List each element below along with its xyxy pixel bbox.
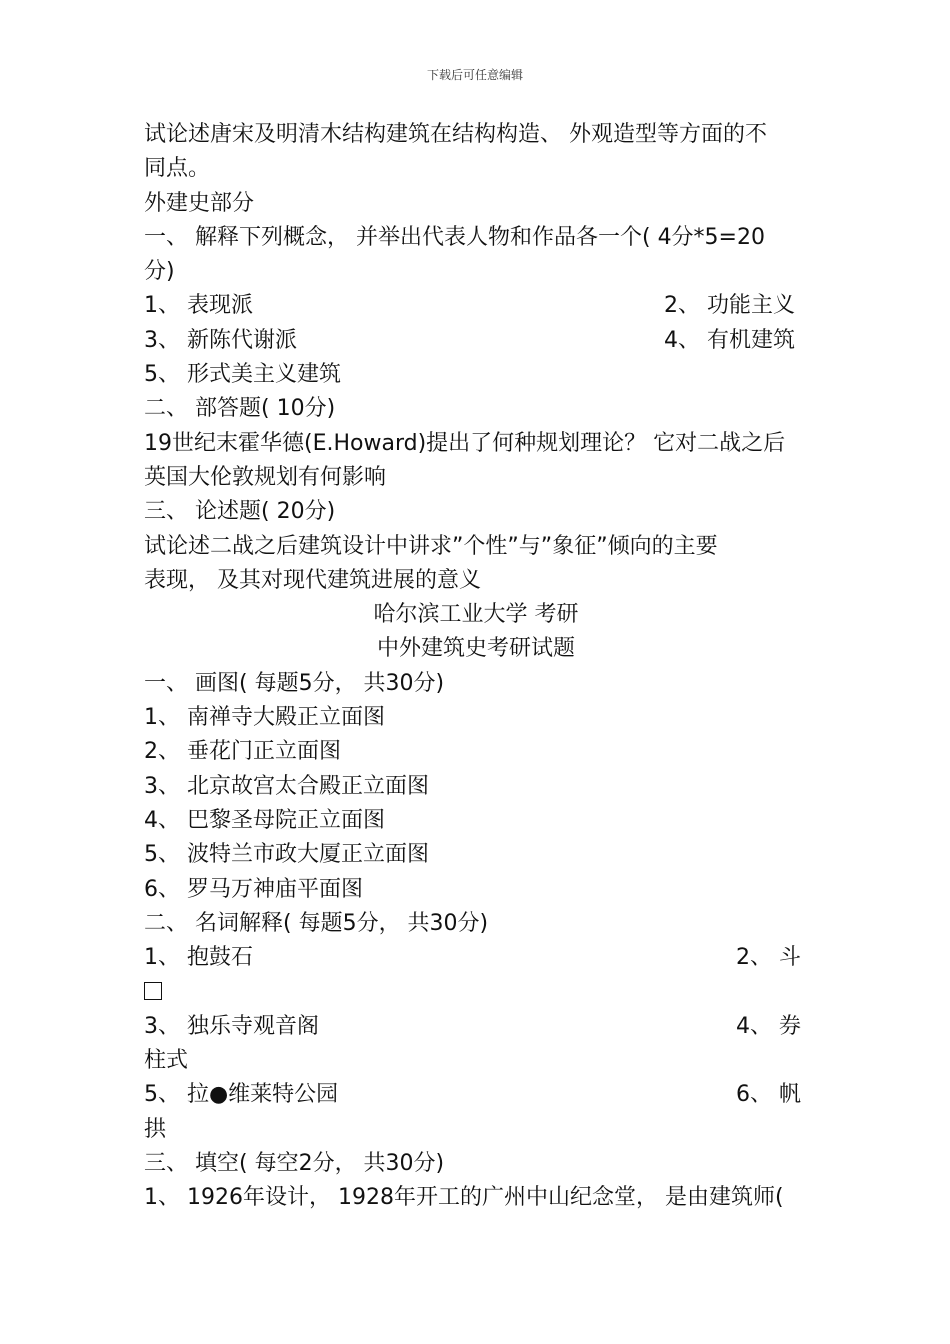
line-text: 柱式 [144,1048,189,1074]
line-text: 英国大伦敦规划有何影响 [144,464,387,490]
line-text: 试论述二战之后建筑设计中讲求”个性”与”象征”倾向的主要 [144,533,718,559]
line-text: 拱 [144,1116,167,1142]
text-line [144,324,808,358]
line-text: 一、 解释下列概念， 并举出代表人物和作品各一个( 4分*5=20 [144,224,765,250]
line-text: 三、 填空( 每空2分， 共30分) [144,1150,445,1176]
text-line [144,770,808,804]
missing-glyph-box [144,982,162,1000]
text-line [144,118,808,152]
text-line [144,598,808,632]
text-line [144,1010,808,1044]
line-text: 中外建筑史考研试题 [376,636,575,662]
text-line [144,1113,808,1147]
text-line [144,804,808,838]
line-text: 一、 画图( 每题5分， 共30分) [144,670,445,696]
line-text: 哈尔滨工业大学 考研 [373,602,579,628]
text-line [144,495,808,529]
text-line [144,1181,808,1215]
line-text: 2、 垂花门正立面图 [144,739,341,765]
line-text: 1、 南禅寺大殿正立面图 [144,705,385,731]
line-text-right-column: 2、 功能主义 [664,293,795,319]
line-text-right-column: 6、 帆 [736,1082,801,1108]
text-line [144,873,808,907]
page-header: 下载后可任意编辑 [426,68,523,82]
line-text: 3、 独乐寺观音阁 [144,1013,319,1039]
line-text-right-column: 2、 斗 [736,945,801,971]
text-line [144,187,808,221]
text-line [144,152,808,186]
text-line [144,701,808,735]
text-line [144,255,808,289]
line-text: 5、 波特兰市政大厦正立面图 [144,842,429,868]
line-text: 同点。 [144,156,211,182]
line-text: 19世纪末霍华德(E.Howard)提出了何种规划理论？ 它对二战之后 [144,430,786,456]
text-line [144,564,808,598]
text-line [144,1044,808,1078]
line-text: 6、 罗马万神庙平面图 [144,876,363,902]
line-text: 3、 新陈代谢派 [144,327,297,353]
text-line [144,667,808,701]
line-text: 试论述唐宋及明清木结构建筑在结构构造、 外观造型等方面的不 [144,122,767,147]
line-text: 5、 拉●维莱特公园 [144,1082,339,1108]
line-text: 4、 巴黎圣母院正立面图 [144,807,385,833]
text-line [144,1147,808,1181]
text-line [144,1078,808,1112]
text-line [144,975,808,1009]
text-line [144,838,808,872]
text-line [144,221,808,255]
line-text: 三、 论述题( 20分) [144,499,336,525]
text-line [144,907,808,941]
line-text: 5、 形式美主义建筑 [144,362,341,388]
line-text: 二、 部答题( 10分) [144,396,336,422]
line-text: 1、 抱鼓石 [144,945,253,971]
text-line [144,941,808,975]
text-line [144,461,808,495]
text-line [144,735,808,769]
line-text: 外建史部分 [144,190,255,216]
line-text: 表现， 及其对现代建筑进展的意义 [144,567,481,593]
line-text: 1、 1926年设计， 1928年开工的广州中山纪念堂， 是由建筑师( [144,1185,784,1211]
text-line [144,632,808,666]
document-body [144,118,808,1216]
line-text: 1、 表现派 [144,293,253,319]
line-text: 3、 北京故宫太合殿正立面图 [144,773,429,799]
text-line [144,530,808,564]
line-text: 二、 名词解释( 每题5分， 共30分) [144,910,489,936]
line-text-right-column: 4、 有机建筑 [664,327,795,353]
text-line [144,358,808,392]
text-line [144,289,808,323]
text-line [144,392,808,426]
text-line [144,427,808,461]
line-text-right-column: 4、 券 [736,1013,801,1039]
line-text: 分) [144,259,175,285]
